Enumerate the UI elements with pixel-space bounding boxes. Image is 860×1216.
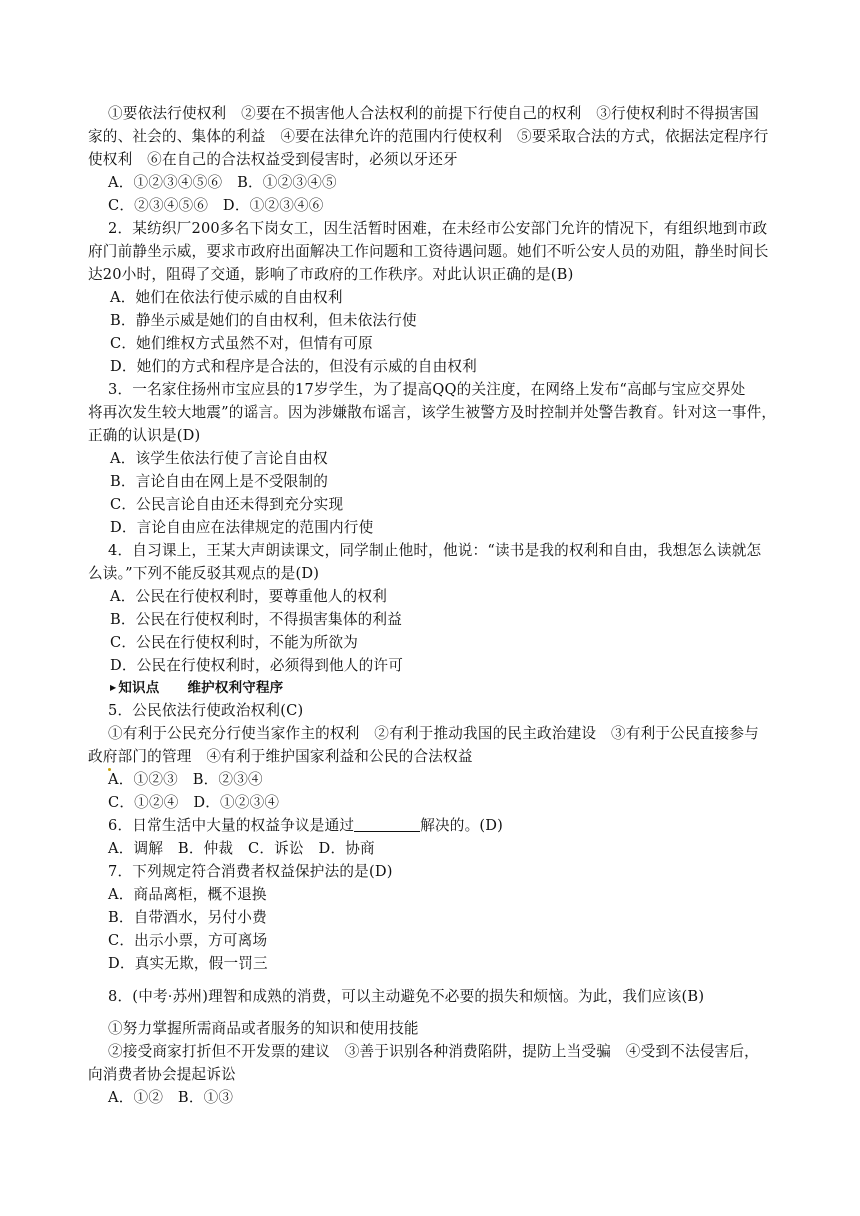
q8-choice-ab: A．①② B．①③ <box>108 1089 234 1106</box>
q2-choice-d: D．她们的方式和程序是合法的，但没有示威的自由权利 <box>110 358 477 375</box>
q4-choice-c: C．公民在行使权利时，不能为所欲为 <box>110 634 359 651</box>
q6-stem-end: 解决的。(D) <box>420 817 504 834</box>
section-heading <box>110 677 810 699</box>
q2-choice-a: A．她们在依法行使示威的自由权利 <box>110 289 343 306</box>
q5-options-line: 政府部门的管理 ④有利于维护国家利益和公民的合法权益 <box>88 748 473 765</box>
q1-choice-ab: A．①②③④⑤⑥ B．①②③④⑤ <box>108 174 337 191</box>
q2-stem: 达20小时，阻碍了交通，影响了市政府的工作秩序。对此认识正确的是(B) <box>88 266 574 283</box>
q1-options-line: 使权利 ⑥在自己的合法权益受到侵害时，必须以牙还牙 <box>88 151 458 168</box>
q7-choice-c: C．出示小票，方可离场 <box>108 932 268 949</box>
q8-stem <box>108 986 808 1008</box>
q3-choice-c: C．公民言论自由还未得到充分实现 <box>110 496 344 513</box>
q4-stem: 4．自习课上，王某大声朗读课文，同学制止他时，他说：“读书是我的权利和自由，我想怎么读就怎 <box>108 542 762 559</box>
section-label: 知识点 <box>118 680 160 696</box>
q2-stem: 2．某纺织厂200多名下岗女工，因生活暂时困难，在未经市公安部门允许的情况下，有组织地到市政 <box>108 220 768 237</box>
q8-options-line: ①努力掌握所需商品或者服务的知识和使用技能 <box>108 1020 419 1037</box>
q7-stem: 7．下列规定符合消费者权益保护法的是(D) <box>108 863 393 880</box>
q4-choice-b: B．公民在行使权利时，不得损害集体的利益 <box>110 611 403 628</box>
q8-source: 中考·苏州 <box>138 988 203 1005</box>
q1-choice-cd: C．②③④⑤⑥ D．①②③④⑥ <box>108 197 324 214</box>
q7-choice-a: A．商品离柜，概不退换 <box>108 886 267 903</box>
q3-stem: 3．一名家住扬州市宝应县的17岁学生，为了提高QQ的关注度，在网络上发布“高邮与宝应交界处 <box>108 381 746 398</box>
q2-choice-b: B．静坐示威是她们的自由权利，但未依法行使 <box>110 312 417 329</box>
fill-blank <box>354 817 420 832</box>
q4-choice-d: D．公民在行使权利时，必须得到他人的许可 <box>110 657 403 674</box>
q8-options-line: 向消费者协会提起诉讼 <box>88 1066 236 1083</box>
q8-stem-text: )理智和成熟的消费，可以主动避免不必要的损失和烦恼。为此，我们应该(B) <box>202 988 705 1005</box>
q1-options-line: ①要依法行使权利 ②要在不损害他人合法权利的前提下行使自己的权利 ③行使权利时不得损害国 <box>108 105 759 122</box>
q3-stem: 正确的认识是(D) <box>88 427 201 444</box>
q2-choice-c: C．她们维权方式虽然不对，但情有可原 <box>110 335 373 352</box>
section-title: 维护权利守程序 <box>187 680 284 696</box>
q2-stem: 府门前静坐示威，要求市政府出面解决工作问题和工资待遇问题。她们不听公安人员的劝阻，静坐时间长 <box>88 243 769 260</box>
q7-choice-b: B．自带酒水，另付小费 <box>108 909 267 926</box>
q6-stem-start: 6．日常生活中大量的权益争议是通过 <box>108 817 355 834</box>
triangle-bullet-icon: ▶ <box>110 683 117 692</box>
q8-number: 8．( <box>108 988 139 1005</box>
q6-choices: A．调解 B．仲裁 C．诉讼 D．协商 <box>108 840 375 857</box>
q8-options-line: ②接受商家打折但不开发票的建议 ③善于识别各种消费陷阱，提防上当受骗 ④受到不法侵害后， <box>108 1043 759 1060</box>
q7-choice-d: D．真实无欺，假一罚三 <box>108 955 268 972</box>
q6-stem <box>108 815 808 837</box>
q5-options-line: ①有利于公民充分行使当家作主的权利 ②有利于推动我国的民主政治建设 ③有利于公民直接参与 <box>108 725 759 742</box>
q3-choice-d: D．言论自由应在法律规定的范围内行使 <box>110 519 374 536</box>
q4-choice-a: A．公民在行使权利时，要尊重他人的权利 <box>110 588 388 605</box>
q3-choice-a: A．该学生依法行使了言论自由权 <box>110 450 328 467</box>
q5-choice-ab: A．①②③ B．②③④ <box>108 771 263 788</box>
q4-stem: 么读。”下列不能反驳其观点的是(D) <box>88 565 320 582</box>
q1-options-line: 家的、社会的、集体的利益 ④要在法律允许的范围内行使权利 ⑤要采取合法的方式，依据法定程序行 <box>88 128 769 145</box>
q3-stem: 将再次发生较大地震”的谣言。因为涉嫌散布谣言，该学生被警方及时控制并处警告教育。针对这一事件， <box>88 404 777 421</box>
q5-choice-cd: C．①②④ D．①②③④ <box>108 794 280 811</box>
q5-stem: 5．公民依法行使政治权利(C) <box>108 702 304 719</box>
q3-choice-b: B．言论自由在网上是不受限制的 <box>110 473 329 490</box>
